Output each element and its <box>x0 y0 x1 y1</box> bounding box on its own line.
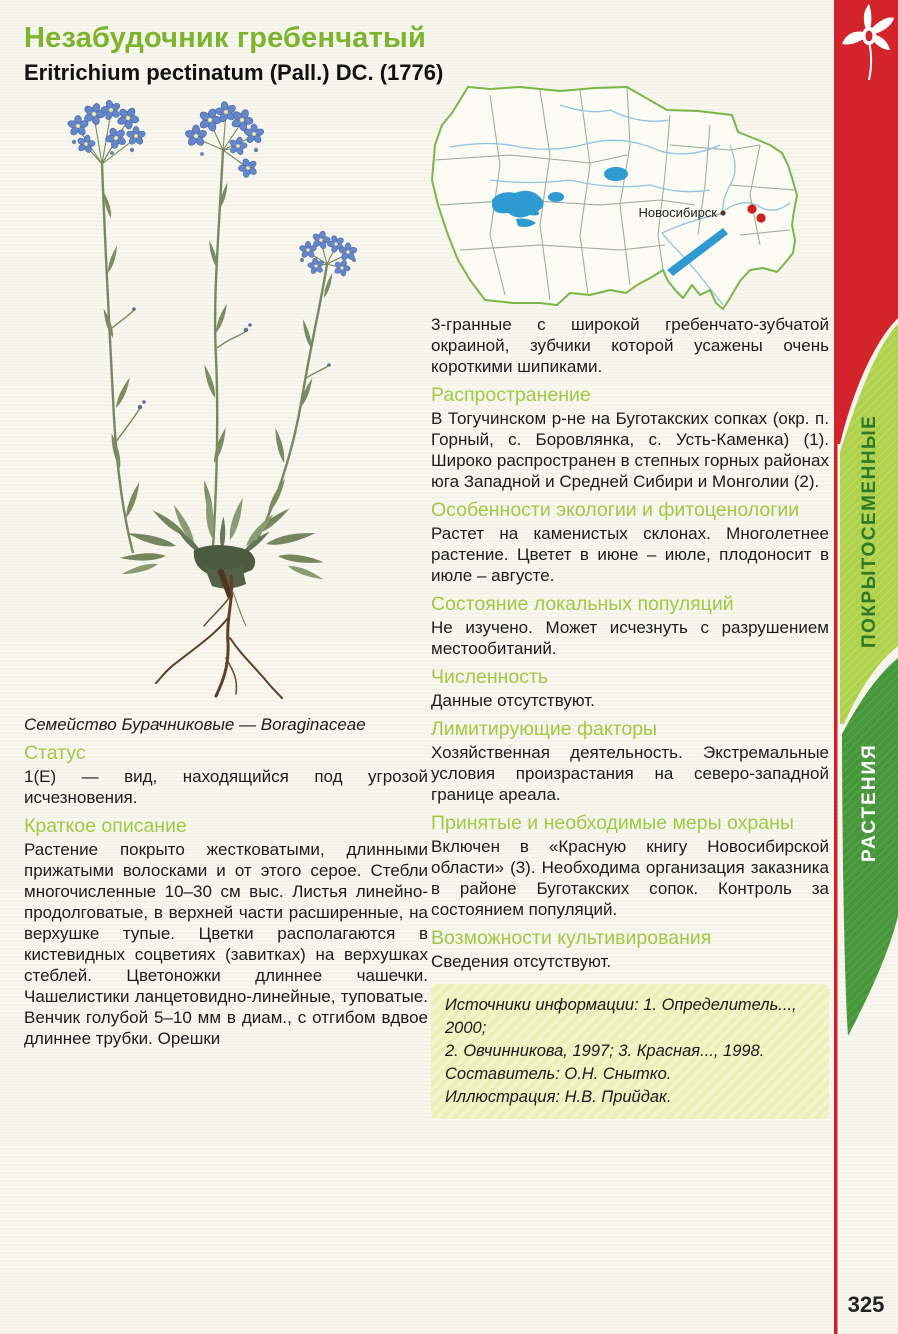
plant-illustration-svg <box>16 98 432 710</box>
sidebar <box>834 0 898 1334</box>
range-map <box>430 85 830 315</box>
section-heading-abundance: Численность <box>431 666 549 688</box>
flower-cluster-middle <box>184 99 264 180</box>
root-system <box>156 572 282 698</box>
section-text-ecology: Растет на каменистых склонах. Многолетнее растение. Цветет в июне – июле, плодоносит в июле – августе. <box>431 524 829 585</box>
sources-illustrator: Иллюстрация: Н.В. Прийдак. <box>445 1088 672 1106</box>
sources-line: Источники информации: 1. Определитель..., 2000; <box>445 996 797 1037</box>
right-column <box>431 314 829 1119</box>
family-line: Семейство Бурачниковые — Boraginaceae <box>24 715 366 734</box>
section-heading-protection-measures: Принятые и необходимые меры охраны <box>431 812 794 834</box>
occurrence-dot <box>747 204 756 213</box>
section-heading-status: Статус <box>24 742 86 764</box>
section-heading-ecology: Особенности экологии и фитоценологии <box>431 499 800 521</box>
sources-box <box>431 984 829 1119</box>
flower-cluster-right <box>299 229 358 279</box>
page-title: Незабудочник гребенчатый <box>24 22 426 54</box>
section-text-cultivation: Сведения отсутствуют. <box>431 952 612 971</box>
plant-illustration <box>16 98 432 710</box>
section-text-local-populations: Не изучено. Может исчезнуть с разрушением местообитаний. <box>431 618 829 658</box>
latin-name: Eritrichium pectinatum (Pall.) DC. (1776) <box>24 60 444 85</box>
section-text-abundance: Данные отсутствуют. <box>431 691 595 710</box>
page-number: 325 <box>847 1292 885 1317</box>
section-text-status: 1(E) — вид, находящийся под угрозой исчезновения. <box>24 767 428 807</box>
section-text-limiting-factors: Хозяйственная деятельность. Экстремальные условия произрастания на северо-западной границе ареала. <box>431 743 829 804</box>
section-text-protection-measures: Включен в «Красную книгу Новосибирской области» (3). Необходима организация заказника в районе Буготакских сопок. Контроль за состоянием популяций. <box>431 837 829 919</box>
sidebar-label-angiosperms: ПОКРЫТОСЕМЕННЫЕ <box>859 414 880 648</box>
section-text-distribution: В Тогучинском р-не на Буготакских сопках (окр. п. Горный, с. Боровлянка, с. Усть-Каменка) (1). Широко распространен в степных горных районах юга Западной и Средней Сибири и Монголии (2). <box>431 409 829 491</box>
section-heading-local-populations: Состояние локальных популяций <box>431 593 734 615</box>
novosibirsk-label: Новосибирск <box>638 205 717 220</box>
intro-paragraph: 3-гранные с широкой гребенчато-зубчатой окраиной, зубчики которой усажены очень короткими шипиками. <box>431 315 829 376</box>
sources-line: 2. Овчинникова, 1997; 3. Красная..., 1998. <box>445 1042 765 1060</box>
section-heading-cultivation: Возможности культивирования <box>431 927 712 949</box>
flower-cluster-left <box>67 98 146 155</box>
left-column <box>24 714 428 1051</box>
range-map-svg <box>430 85 830 315</box>
section-heading-limiting-factors: Лимитирующие факторы <box>431 718 658 740</box>
section-heading-distribution: Распространение <box>431 384 591 406</box>
sidebar-label-plants: РАСТЕНИЯ <box>859 743 880 862</box>
section-heading-description: Краткое описание <box>24 815 187 837</box>
occurrence-dot <box>756 213 765 222</box>
region-outline <box>432 87 797 309</box>
sources-compiler: Составитель: О.Н. Снытко. <box>445 1065 672 1083</box>
section-text-description: Растение покрыто жестковатыми, длинными прижатыми волосками и от этого серое. Стебли многочисленные 10–30 см выс. Листья линейно-продолговатые, в верхней части расширенные, на верхушке тупые. Цветки располагаются в кистевидных соцветиях (завитках) на верхушках стеблей. Цветоножки длиннее чашечки. Чашелистики ланцетовидно-линейные, туповатые. Венчик голубой 5–10 мм в диам., с отгибом вдвое длиннее трубки. Орешки <box>24 840 428 1048</box>
sidebar-svg <box>834 0 898 1334</box>
novosibirsk-dot <box>720 210 725 215</box>
